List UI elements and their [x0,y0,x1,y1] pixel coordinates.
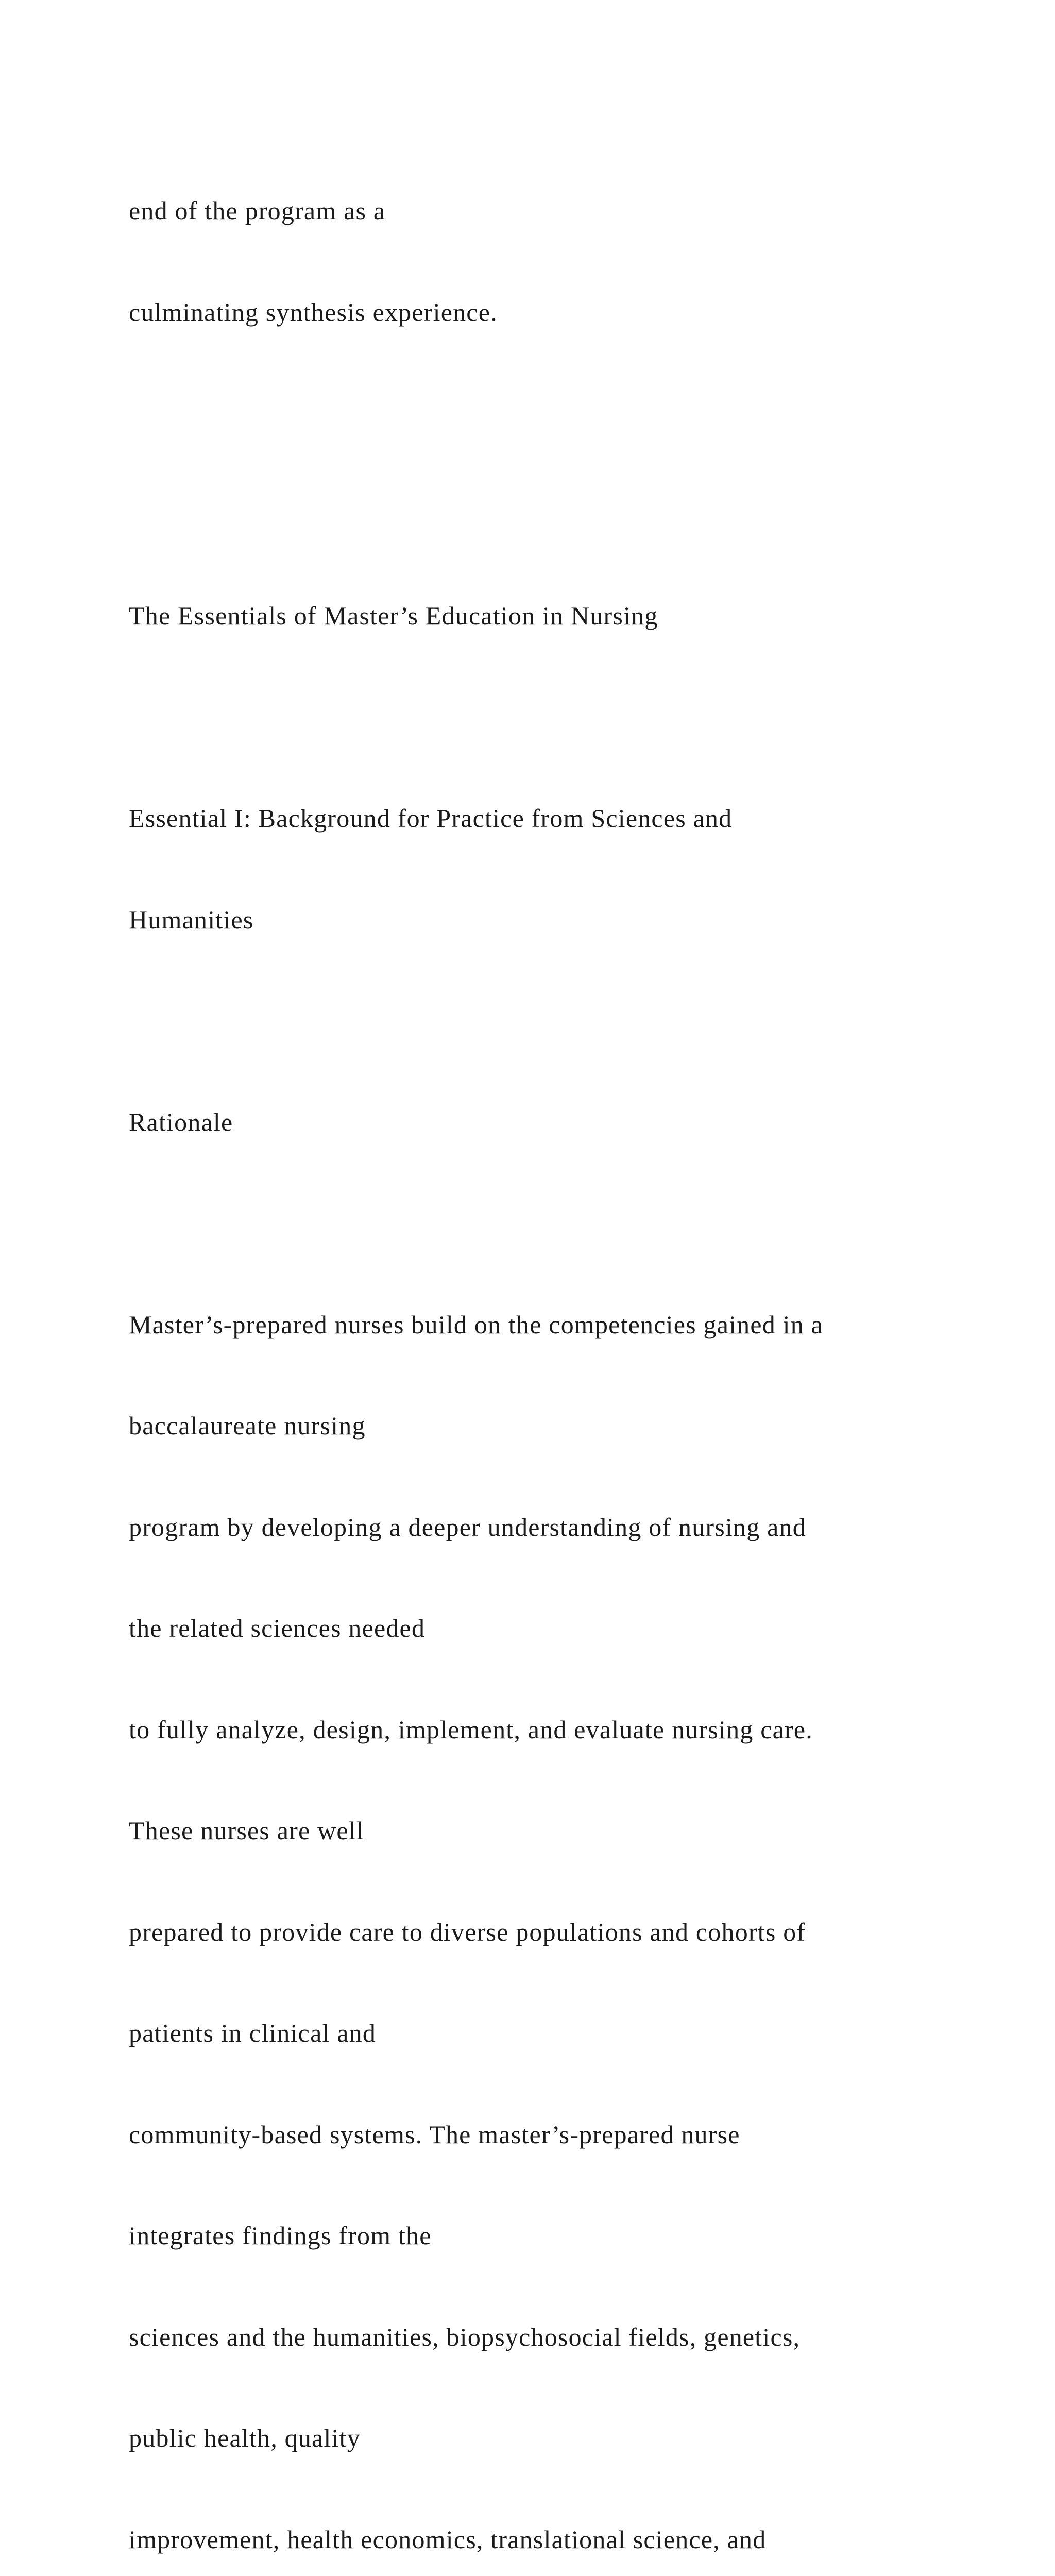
text-line: program by developing a deeper understanding of nursing and [129,1512,806,1541]
text-line: Master’s-prepared nurses build on the competencies gained in a [129,1310,824,1339]
text-line: public health, quality [129,2424,361,2452]
blank-line [129,498,1005,532]
section-heading: Humanities [129,905,254,934]
text-line: improvement, health economics, translational science, and [129,2524,767,2554]
text-line: baccalaureate nursing [129,1411,366,1440]
text-line: integrates findings from the [129,2221,432,2250]
text-line: culminating synthesis experience. [129,297,498,327]
blank-line [129,1004,1005,1038]
text-line: community-based systems. The master’s-prepared nurse [129,2120,740,2149]
text-line: patients in clinical and [129,2019,377,2047]
blank-line [129,1207,1005,1241]
text-line: to fully analyze, design, implement, and evaluate nursing care. [129,1715,813,1744]
document-body [129,127,1005,2576]
document-title: The Essentials of Master’s Education in Nursing [129,601,658,630]
text-line: the related sciences needed [129,1614,426,1642]
text-line: prepared to provide care to diverse populations and cohorts of [129,1917,806,1946]
section-heading: Essential I: Background for Practice from Sciences and [129,804,733,833]
text-line: These nurses are well [129,1816,364,1845]
subsection-heading: Rationale [129,1107,233,1137]
text-line: end of the program as a [129,196,386,225]
text-line: sciences and the humanities, biopsychosocial fields, genetics, [129,2322,801,2351]
blank-line [129,397,1005,431]
blank-line [129,701,1005,735]
